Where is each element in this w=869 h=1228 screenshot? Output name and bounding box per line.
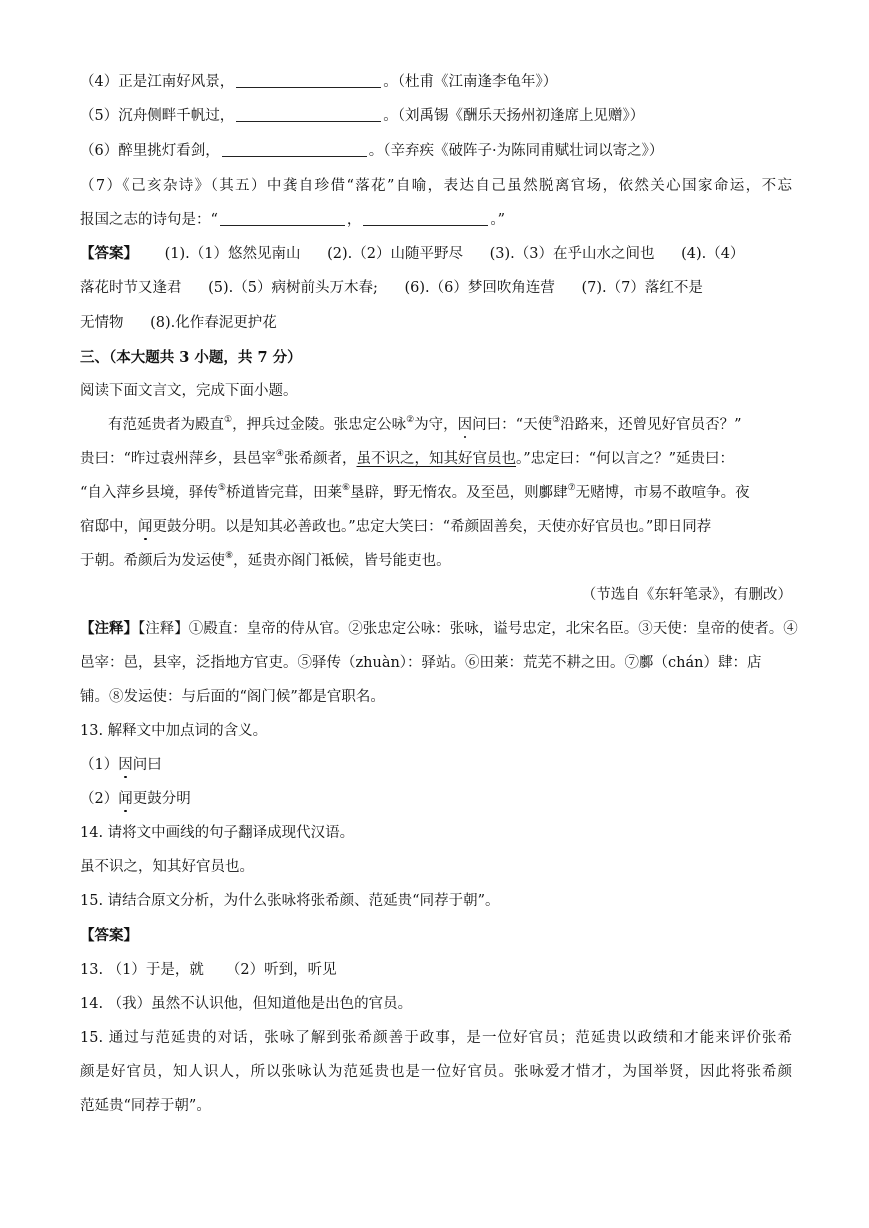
answer-blank (363, 211, 488, 226)
section-heading: 三、（本大题共 3 小题，共 7 分） (80, 349, 302, 366)
poem-item-4 (80, 71, 792, 93)
text-span: 桥道皆完葺，田莱 (226, 485, 342, 501)
text-span: 垦辟，野无惰农。及至邑，则鄽肆 (350, 485, 568, 501)
text-span: （6）醉里挑灯看剑， (80, 143, 220, 159)
answer-blank (236, 107, 381, 122)
notes-line-1 (80, 618, 798, 640)
footnote-marker: ② (406, 415, 415, 426)
text-span: 更鼓分明 (132, 791, 191, 807)
passage-line-1 (108, 414, 792, 436)
text-span: 张希颜者， (284, 451, 357, 467)
notes-line-2: 邑宰：邑，县宰，泛指地方官吏。⑤驿传（zhuàn）：驿站。⑥田莱：荒芜不耕之田。⑦鄽（chán）肆：店 (80, 655, 762, 671)
text-span: ，延贵亦阁门袛候，皆号能吏也。 (233, 553, 451, 569)
footnote-marker: ⑧ (225, 551, 234, 562)
text-span: (2).（2）山随平野尽 (327, 246, 463, 262)
answer-label: 【答案】 (80, 245, 138, 262)
poem-item-7-line2 (80, 209, 792, 231)
question-13: 13. 解释文中加点词的含义。 (80, 723, 268, 739)
answer-14: 14. （我）虽然不认识他，但知道他是出色的官员。 (80, 996, 413, 1012)
answer-15-line2: 颜是好官员，知人识人，所以张咏认为范延贵也是一位好官员。张咏爱才惜才，为国举贤，因此将张希颜 (80, 1064, 792, 1080)
text-span: 。（辛弃疾《破阵子·为陈同甫赋壮词以寄之》） (368, 143, 664, 159)
passage-line-4 (80, 516, 792, 538)
text-span: (4).（4） (681, 246, 745, 262)
footnote-marker: ⑥ (342, 483, 351, 494)
text-span: 更鼓分明。以是知其必善政也。”忠定大笑曰：“希颜固善矣，天使亦好官员也。”即日同荐 (152, 519, 712, 535)
dotted-word: 闻 (118, 791, 133, 807)
text-span: 贵曰：“昨过袁州萍乡，县邑宰 (80, 451, 276, 467)
answer-blank (236, 73, 381, 88)
text-span: 。（刘禹锡《酬乐天扬州初逢席上见赠》） (383, 108, 645, 124)
answer-blank (220, 211, 345, 226)
text-span: 为守， (414, 417, 458, 433)
dotted-word: 因 (118, 757, 133, 773)
text-span: 宿邸中， (80, 519, 138, 535)
footnote-marker: ① (224, 415, 233, 426)
passage-line-5 (80, 550, 792, 572)
text-span: （4）正是江南好风景， (80, 74, 235, 90)
poem-item-7-line1: （7）《己亥杂诗》（其五）中龚自珍借“落花”自喻，表达自己虽然脱离官场，依然关心国家命运，不忘 (80, 178, 792, 194)
poem-item-5 (80, 105, 792, 127)
answer-row-3 (80, 312, 792, 334)
question-13-2 (80, 788, 792, 810)
question-13-1 (80, 754, 792, 776)
text-span: (6).（6）梦回吹角连营 (404, 280, 555, 296)
text-span: （5）沉舟侧畔千帆过， (80, 108, 235, 124)
text-span: 【注释】 (80, 620, 138, 637)
question-14: 14. 请将文中画线的句子翻译成现代汉语。 (80, 825, 355, 841)
footnote-marker: ⑦ (567, 483, 576, 494)
text-span: （2）听到，听见 (225, 962, 337, 978)
text-span: （1） (80, 757, 119, 773)
text-span: “自入萍乡县境，驿传 (80, 485, 218, 501)
text-span: 13. （1）于是，就 (80, 962, 204, 978)
text-span: 于朝。希颜后为发运使 (80, 553, 225, 569)
answer-row-1 (80, 243, 792, 265)
text-span: 。” (490, 212, 506, 228)
text-span: ，押兵过金陵。张忠定公咏 (232, 417, 407, 433)
answer-15-line3: 范延贵“同荐于朝”。 (80, 1098, 211, 1114)
poem-item-6 (80, 140, 792, 162)
footnote-marker: ④ (275, 449, 284, 460)
text-span: 落花时节又逢君 (80, 280, 182, 296)
question-15: 15. 请结合原文分析，为什么张咏将张希颜、范延贵“同荐于朝”。 (80, 893, 500, 909)
text-span: (7).（7）落红不是 (581, 280, 703, 296)
text-span: 无情物 (80, 315, 124, 331)
text-span: (1).（1）悠然见南山 (164, 246, 301, 262)
text-span: 沿路来，还曾见好官员否？” (560, 417, 742, 433)
text-span: 问曰 (132, 757, 162, 773)
answer-row-2 (80, 277, 792, 299)
text-span: (3).（3）在乎山水之间也 (489, 246, 655, 262)
passage-source: （节选自《东轩笔录》，有删改） (581, 587, 792, 603)
text-span: ， (346, 212, 362, 228)
footnote-marker: ③ (552, 415, 561, 426)
text-span: 。”忠定曰：“何以言之？”延贵曰： (516, 451, 734, 467)
text-span: 。（杜甫《江南逢李龟年》） (383, 74, 558, 90)
answer-label: 【答案】 (80, 927, 138, 944)
answer-13 (80, 959, 792, 981)
footnote-marker: ⑤ (217, 483, 226, 494)
text-span: 【注释】①殿直：皇帝的侍从官。②张忠定公咏：张咏，谥号忠定，北宋名臣。③天使：皇帝的使者。④ (138, 621, 798, 637)
text-span: 有范延贵者为殿直 (108, 417, 224, 433)
passage-line-2 (80, 448, 792, 470)
dotted-word: 因 (457, 417, 473, 433)
answer-blank (222, 142, 367, 157)
text-span: （2） (80, 791, 119, 807)
passage-line-3 (80, 482, 792, 504)
text-span: (5).（5）病树前头万木春; (208, 280, 378, 296)
dotted-word: 闻 (138, 519, 153, 535)
question-14-sentence: 虽不识之，知其好官员也。 (80, 859, 254, 875)
notes-line-3: 铺。⑧发运使：与后面的“阁门候”都是官职名。 (80, 689, 385, 705)
text-span: 报国之志的诗句是：“ (80, 212, 218, 228)
text-span: 无赌博，市易不敢喧争。夜 (575, 485, 750, 501)
text-span: 问曰：“天使 (472, 417, 553, 433)
section-instruction: 阅读下面文言文，完成下面小题。 (80, 383, 298, 399)
underlined-sentence: 虽不识之，知其好官员也 (356, 451, 516, 467)
text-span: (8).化作春泥更护花 (150, 315, 277, 331)
answer-15-line1: 15. 通过与范延贵的对话，张咏了解到张希颜善于政事，是一位好官员；范延贵以政绩和才能来评价张希 (80, 1030, 792, 1046)
